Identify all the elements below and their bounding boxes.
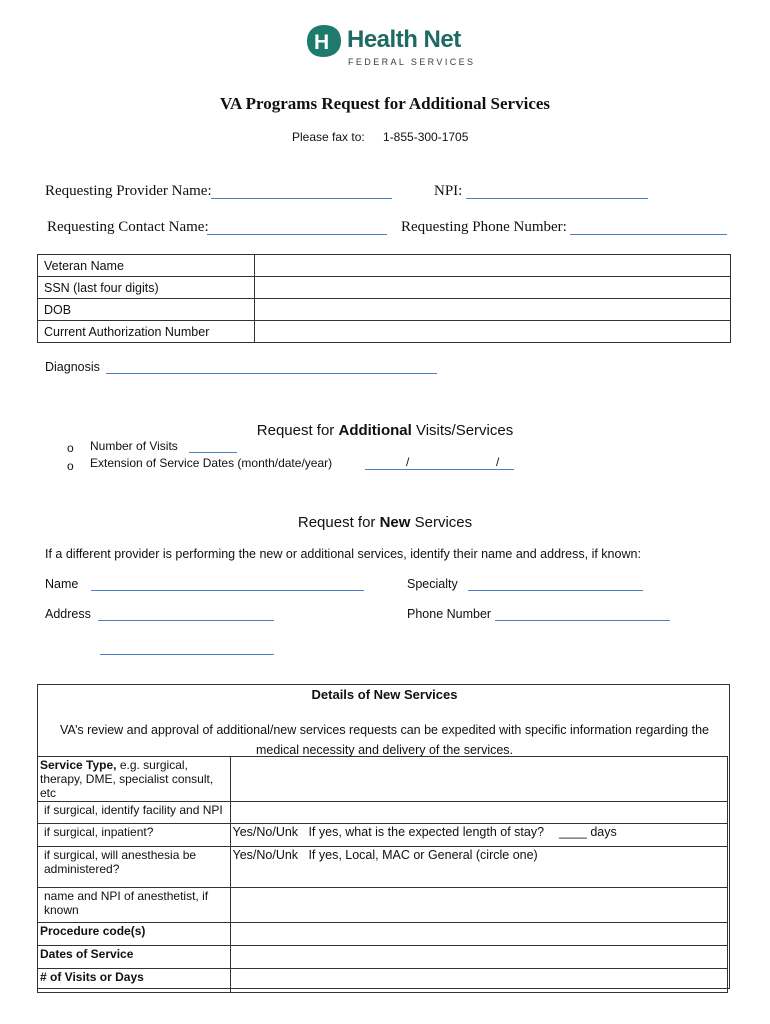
specialty-field[interactable] bbox=[468, 590, 643, 591]
npi-field[interactable] bbox=[466, 198, 648, 199]
diagnosis-field[interactable] bbox=[106, 373, 437, 374]
number-of-visits-field[interactable] bbox=[189, 452, 237, 453]
details-title: Details of New Services bbox=[311, 687, 458, 702]
authorization-number-label: Current Authorization Number bbox=[38, 321, 255, 343]
surgical-inpatient-label: if surgical, inpatient? bbox=[38, 824, 231, 847]
anesthetist-field[interactable] bbox=[230, 888, 728, 923]
dob-label: DOB bbox=[38, 299, 255, 321]
provider-name-field[interactable] bbox=[211, 198, 392, 199]
veteran-name-field[interactable] bbox=[255, 255, 731, 277]
surgical-facility-field[interactable] bbox=[230, 802, 728, 824]
page-title: VA Programs Request for Additional Services bbox=[219, 94, 551, 113]
table-row bbox=[38, 946, 728, 969]
dates-of-service-label: Dates of Service bbox=[38, 946, 231, 969]
new-provider-name-field[interactable] bbox=[91, 590, 364, 591]
new-services-heading: Request for New Services bbox=[297, 514, 473, 531]
dates-of-service-field[interactable] bbox=[230, 946, 728, 969]
table-row bbox=[38, 299, 731, 321]
inpatient-answer[interactable]: Yes/No/Unk If yes, what is the expected length of stay? ____ days bbox=[230, 824, 728, 847]
anesthetist-label: name and NPI of anesthetist, if known bbox=[38, 888, 231, 923]
procedure-code-field[interactable] bbox=[230, 923, 728, 946]
table-row bbox=[38, 969, 728, 993]
new-provider-name-label: Name bbox=[45, 577, 79, 591]
diagnosis-label: Diagnosis bbox=[45, 360, 100, 374]
service-details-table bbox=[37, 756, 728, 993]
procedure-code-label: Procedure code(s) bbox=[38, 923, 231, 946]
new-provider-phone-field[interactable] bbox=[495, 620, 670, 621]
table-row bbox=[38, 923, 728, 946]
visits-or-days-label: # of Visits or Days bbox=[38, 969, 231, 993]
number-of-visits-label: Number of Visits bbox=[90, 439, 178, 453]
table-row bbox=[38, 757, 728, 802]
veteran-info-table bbox=[37, 254, 731, 343]
logo-brand: Health Net bbox=[347, 26, 461, 53]
specialty-label: Specialty bbox=[407, 577, 458, 591]
contact-name-field[interactable] bbox=[207, 234, 387, 235]
health-net-logo-icon bbox=[306, 24, 342, 58]
provider-name-label: Requesting Provider Name: bbox=[45, 183, 212, 199]
service-type-label: Service Type, e.g. surgical, therapy, DME, specialist consult, etc bbox=[38, 757, 231, 802]
logo-mark-letter: H bbox=[314, 31, 330, 54]
table-row bbox=[38, 824, 728, 847]
table-row bbox=[38, 847, 728, 888]
bullet-icon: o bbox=[67, 459, 74, 473]
address-field[interactable] bbox=[98, 620, 274, 621]
anesthesia-answer[interactable]: Yes/No/Unk If yes, Local, MAC or General (circle one) bbox=[230, 847, 728, 888]
ssn-field[interactable] bbox=[255, 277, 731, 299]
table-row bbox=[38, 888, 728, 923]
surgical-facility-label: if surgical, identify facility and NPI bbox=[38, 802, 231, 824]
anesthesia-label: if surgical, will anesthesia be administered? bbox=[38, 847, 231, 888]
service-type-field[interactable] bbox=[230, 757, 728, 802]
authorization-number-field[interactable] bbox=[255, 321, 731, 343]
visits-or-days-field[interactable] bbox=[230, 969, 728, 993]
address-label: Address bbox=[45, 607, 91, 621]
dob-field[interactable] bbox=[255, 299, 731, 321]
phone-field[interactable] bbox=[570, 234, 727, 235]
details-intro: VA’s review and approval of additional/new services requests can be expedited with specific information regarding the medical necessity and delivery of the services. bbox=[60, 723, 709, 757]
contact-name-label: Requesting Contact Name: bbox=[47, 219, 209, 235]
date-slash: / bbox=[496, 455, 500, 469]
veteran-name-label: Veteran Name bbox=[38, 255, 255, 277]
ssn-label: SSN (last four digits) bbox=[38, 277, 255, 299]
fax-label: Please fax to: bbox=[292, 130, 365, 144]
bullet-icon: o bbox=[67, 441, 74, 455]
table-row bbox=[38, 802, 728, 824]
extension-dates-label: Extension of Service Dates (month/date/year) bbox=[90, 456, 333, 470]
npi-label: NPI: bbox=[434, 183, 463, 199]
provider-instruction: If a different provider is performing the new or additional services, identify their name and address, if known: bbox=[45, 547, 641, 561]
details-box bbox=[37, 684, 730, 989]
address-line-2-field[interactable] bbox=[100, 654, 274, 655]
new-provider-phone-label: Phone Number bbox=[407, 607, 492, 621]
extension-dates-field[interactable] bbox=[365, 469, 514, 470]
table-row bbox=[38, 255, 731, 277]
phone-label: Requesting Phone Number: bbox=[401, 219, 567, 235]
table-row bbox=[38, 321, 731, 343]
date-slash: / bbox=[406, 455, 410, 469]
table-row bbox=[38, 277, 731, 299]
fax-number: 1-855-300-1705 bbox=[383, 130, 469, 144]
additional-services-heading: Request for Additional Visits/Services bbox=[256, 422, 514, 439]
logo-subtitle: FEDERAL SERVICES bbox=[348, 57, 476, 67]
